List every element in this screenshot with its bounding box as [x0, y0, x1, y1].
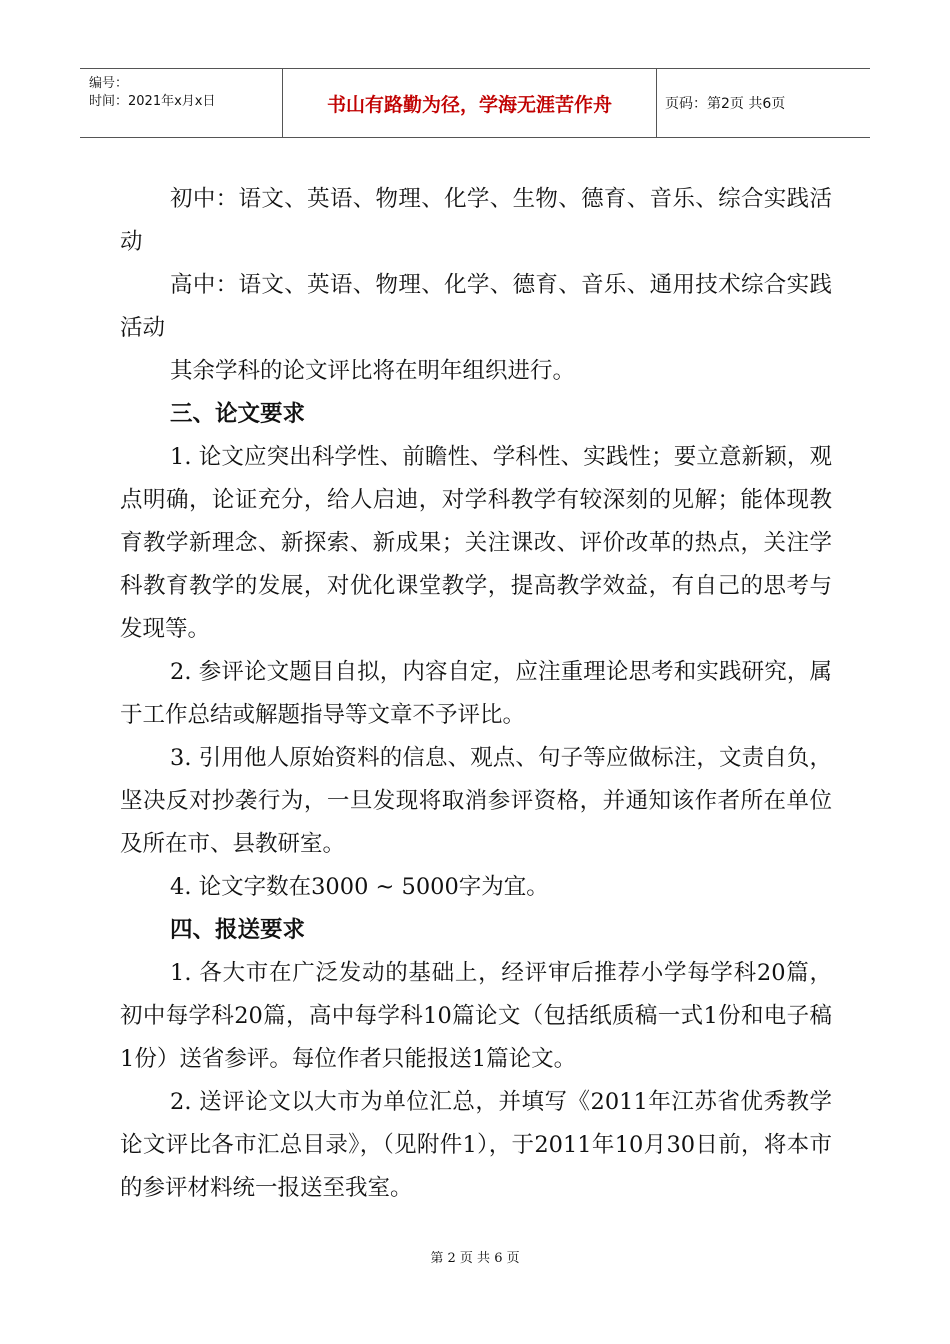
- number-label: 编号：: [89, 76, 129, 91]
- section-heading: 四、报送要求: [170, 917, 306, 943]
- paragraph: 3. 引用他人原始资料的信息、观点、句子等应做标注，文责自负，坚决反对抄袭行为，一旦发现将取消参评资格，并通知该作者所在单位及所在市、县教研室。: [120, 745, 832, 857]
- document-body: [120, 178, 832, 1210]
- paragraph: 2. 参评论文题目自拟，内容自定，应注重理论思考和实践研究，属于工作总结或解题指导等文章不予评比。: [120, 659, 832, 728]
- paragraph: 4. 论文字数在3000 ~ 5000字为宜。: [170, 874, 549, 900]
- paragraph: 高中：语文、英语、物理、化学、德育、音乐、通用技术综合实践活动: [120, 272, 832, 341]
- section-heading: 三、论文要求: [170, 401, 306, 427]
- header-meta: [80, 69, 283, 137]
- paragraph: 2. 送评论文以大市为单位汇总，并填写《2011年江苏省优秀教学论文评比各市汇总目录》，（见附件1），于2011年10月30日前，将本市的参评材料统一报送至我室。: [120, 1089, 832, 1201]
- time-label: 时间：2021年x月x日: [89, 94, 216, 109]
- paragraph: 1. 各大市在广泛发动的基础上，经评审后推荐小学每学科20篇，初中每学科20篇，高中每学科10篇论文（包括纸质稿一式1份和电子稿1份）送省参评。每位作者只能报送1篇论文。: [120, 960, 832, 1072]
- paragraph: 初中：语文、英语、物理、化学、生物、德育、音乐、综合实践活动: [120, 186, 832, 255]
- header-motto: 书山有路勤为径，学海无涯苦作舟: [283, 69, 657, 137]
- page-footer: 第 2 页 共 6 页: [430, 1251, 520, 1266]
- header-page-info: 页码：第2页 共6页: [665, 96, 786, 112]
- paragraph: 1. 论文应突出科学性、前瞻性、学科性、实践性；要立意新颖，观点明确，论证充分，给人启迪，对学科教学有较深刻的见解；能体现教育教学新理念、新探索、新成果；关注课改、评价改革的热点，关注学科教育教学的发展，对优化课堂教学，提高教学效益，有自己的思考与发现等。: [120, 444, 832, 642]
- document-header: [80, 68, 870, 138]
- paragraph: 其余学科的论文评比将在明年组织进行。: [170, 358, 576, 384]
